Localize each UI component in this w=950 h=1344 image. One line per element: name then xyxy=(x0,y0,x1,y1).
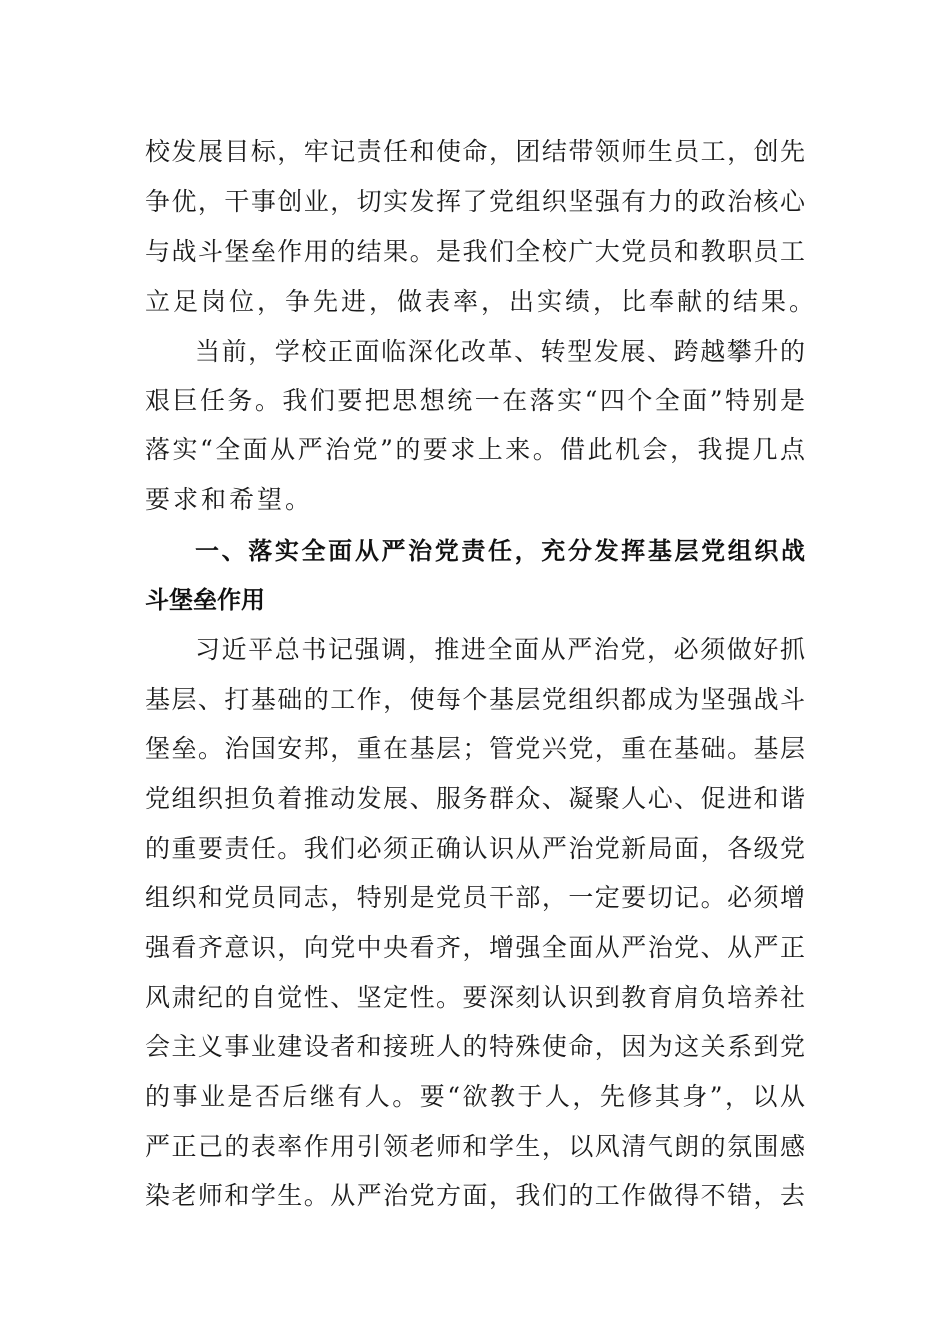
paragraph-3-line-12: 染老师和学生。从严治党方面，我们的工作做得不错，去 xyxy=(145,1181,805,1210)
paragraph-2-line-1: 当前，学校正面临深化改革、转型发展、跨越攀升的 xyxy=(195,337,805,366)
section-heading-line-2: 斗堡垒作用 xyxy=(145,586,265,614)
paragraph-2-line-2: 艰巨任务。我们要把思想统一在落实“四个全面”特别是 xyxy=(145,386,805,415)
paragraph-3-line-3: 堡垒。治国安邦，重在基层；管党兴党，重在基础。基层 xyxy=(145,734,805,763)
paragraph-3-line-2: 基层、打基础的工作，使每个基层党组织都成为坚强战斗 xyxy=(145,685,805,714)
paragraph-3-line-9: 会主义事业建设者和接班人的特殊使命，因为这关系到党 xyxy=(145,1032,805,1061)
section-heading-line-1: 一、落实全面从严治党责任，充分发挥基层党组织战 xyxy=(195,537,805,565)
paragraph-1-line-1: 校发展目标，牢记责任和使命，团结带领师生员工，创先 xyxy=(145,137,805,166)
paragraph-3-line-5: 的重要责任。我们必须正确认识从严治党新局面，各级党 xyxy=(145,834,805,863)
paragraph-3-line-7: 强看齐意识，向党中央看齐，增强全面从严治党、从严正 xyxy=(145,933,805,962)
paragraph-3-line-4: 党组织担负着推动发展、服务群众、凝聚人心、促进和谐 xyxy=(145,784,805,813)
paragraph-2-line-4: 要求和希望。 xyxy=(145,485,314,514)
paragraph-1-line-4: 立足岗位，争先进，做表率，出实绩，比奉献的结果。 xyxy=(145,287,818,316)
paragraph-1-line-2: 争优，干事创业，切实发挥了党组织坚强有力的政治核心 xyxy=(145,187,805,216)
paragraph-2-line-3: 落实“全面从严治党”的要求上来。借此机会，我提几点 xyxy=(145,435,805,464)
paragraph-3-line-8: 风肃纪的自觉性、坚定性。要深刻认识到教育肩负培养社 xyxy=(145,983,805,1012)
paragraph-3-line-11: 严正己的表率作用引领老师和学生，以风清气朗的氛围感 xyxy=(145,1132,805,1161)
paragraph-1-line-3: 与战斗堡垒作用的结果。是我们全校广大党员和教职员工 xyxy=(145,237,805,266)
paragraph-3-line-1: 习近平总书记强调，推进全面从严治党，必须做好抓 xyxy=(195,635,805,664)
paragraph-3-line-6: 组织和党员同志，特别是党员干部，一定要切记。必须增 xyxy=(145,883,805,912)
paragraph-3-line-10: 的事业是否后继有人。要“欲教于人，先修其身”，以从 xyxy=(145,1082,805,1111)
